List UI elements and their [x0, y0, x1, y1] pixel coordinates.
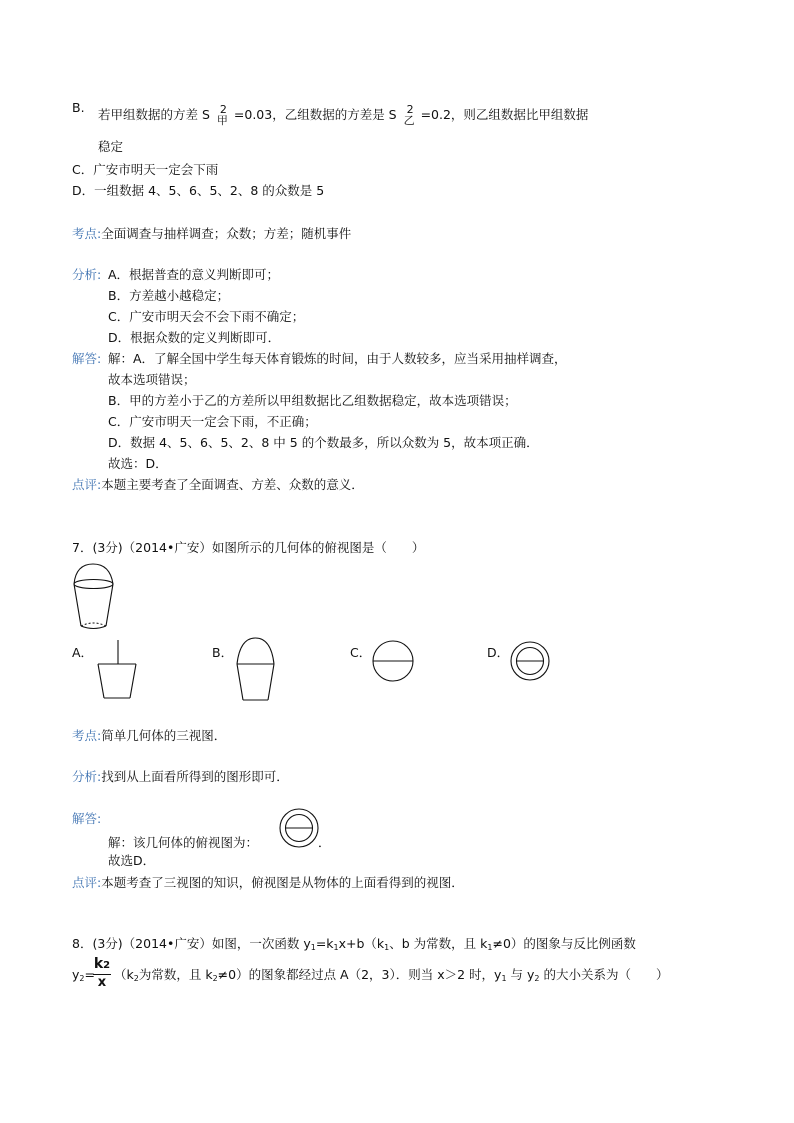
- q7-kaodian-text: 简单几何体的三视图．: [101, 728, 227, 743]
- q7-option-a-figure: [98, 640, 138, 702]
- q6-fenxi-line-2: B．方差越小越稳定；: [108, 288, 230, 303]
- q7-option-c-figure: [372, 640, 416, 684]
- q8-text: 的大小关系为（ ）: [539, 967, 669, 982]
- q6-dianping: [72, 477, 364, 493]
- q7-option-b-figure: [236, 636, 276, 702]
- q7-jieda-line-2: 故选D．: [108, 853, 156, 868]
- q7-solid-figure: [70, 562, 122, 634]
- q6-fenxi-line-3: C．广安市明天会不会下雨不确定；: [108, 309, 305, 324]
- option-b-text-part2: =0.03，乙组数据的方差是 S: [233, 107, 397, 122]
- variance-jia-sub: 甲: [216, 114, 228, 127]
- q8-sub: 2: [133, 974, 139, 983]
- q7-option-c-label: C．: [350, 645, 372, 660]
- q6-dianping-text: 本题主要考查了全面调查、方差、众数的意义．: [101, 477, 364, 492]
- q6-jieda-line-6: 故选：D．: [108, 456, 168, 471]
- q8-sub: 1: [333, 943, 339, 952]
- q8-text: x+b（k: [338, 936, 385, 951]
- q8-frac-k-sub: 2: [103, 960, 111, 971]
- option-b-text: [98, 103, 589, 127]
- q8-sub: 1: [501, 974, 507, 983]
- option-b-text-line2: 稳定: [98, 139, 124, 154]
- variance-jia: [214, 103, 230, 127]
- q6-kaodian-text: 全面调查与抽样调查；众数；方差；随机事件: [101, 226, 352, 241]
- q7-answer-figure: [279, 808, 321, 850]
- q7-fenxi-label: 分析:: [72, 769, 102, 784]
- q6-jieda-line-1: 解：A．了解全国中学生每天体育锻炼的时间，由于人数较多，应当采用抽样调查，: [108, 351, 567, 366]
- q7-kaodian-label: 考点:: [72, 728, 102, 743]
- q8-text: y: [72, 967, 80, 982]
- option-c: C．广安市明天一定会下雨: [72, 162, 219, 177]
- q6-fenxi-label: 分析:: [72, 267, 102, 282]
- q6-fenxi-line-4: D．根据众数的定义判断即可．: [108, 330, 281, 345]
- q7-fenxi: [72, 769, 289, 785]
- variance-jia-sup: 2: [219, 103, 227, 116]
- q8-sub: 1: [310, 943, 316, 952]
- q8-sub: 2: [212, 974, 218, 983]
- q8-text: 8．(3分)（2014•广安）如图，一次函数 y: [72, 936, 311, 951]
- q6-jieda-line-3: B．甲的方差小于乙的方差所以甲组数据比乙组数据稳定，故本选项错误；: [108, 393, 517, 408]
- q6-jieda-line-4: C．广安市明天一定会下雨，不正确；: [108, 414, 317, 429]
- q7-dianping-text: 本题考查了三视图的知识，俯视图是从物体的上面看得到的视图．: [101, 875, 464, 890]
- q6-jieda-line-5: D．数据 4、5、6、5、2、8 中 5 的个数最多，所以众数为 5，故本项正确．: [108, 435, 539, 450]
- option-b-letter: B.: [72, 100, 85, 115]
- q6-jieda-label: 解答:: [72, 351, 102, 366]
- q8-sub: 2: [534, 974, 540, 983]
- q7-jieda-line-1-end: ．: [318, 835, 331, 850]
- variance-yi-sup: 2: [406, 103, 414, 116]
- q6-kaodian: [72, 226, 351, 242]
- q8-sub: 2: [79, 974, 85, 983]
- q8-fraction: [92, 956, 112, 991]
- q8-text: ≠0）的图象与反比例函数: [492, 936, 636, 951]
- q7-option-d-label: D．: [487, 645, 510, 660]
- option-b-text-part3: =0.2，则乙组数据比甲组数据: [420, 107, 589, 122]
- q7-stem: 7．(3分)（2014•广安）如图所示的几何体的俯视图是（ ）: [72, 540, 425, 555]
- variance-yi: [401, 103, 417, 127]
- q8-stem-line-1: [72, 936, 636, 956]
- q8-text: =: [84, 967, 95, 982]
- q7-dianping: [72, 875, 464, 891]
- q8-text: ≠0）的图象都经过点 A（2，3）．则当 x＞2 时，y: [217, 967, 502, 982]
- q7-jieda-label: 解答:: [72, 811, 102, 826]
- q8-text: 与 y: [506, 967, 535, 982]
- variance-yi-sub: 乙: [403, 114, 415, 127]
- q8-text: （k: [114, 967, 134, 982]
- q6-jieda-line-2: 故本选项错误；: [108, 372, 196, 387]
- q6-dianping-label: 点评:: [72, 477, 102, 492]
- q8-text: 、b 为常数，且 k: [389, 936, 488, 951]
- option-d: D．一组数据 4、5、6、5、2、8 的众数是 5: [72, 183, 325, 198]
- q7-option-a-label: A．: [72, 645, 94, 660]
- option-b-text-part1: 若甲组数据的方差 S: [98, 107, 210, 122]
- q8-frac-k: k: [93, 956, 104, 972]
- q7-fenxi-text: 找到从上面看所得到的图形即可．: [101, 769, 289, 784]
- q6-fenxi-line-1: A．根据普查的意义判断即可；: [108, 267, 280, 282]
- q8-stem-line-2b: [114, 967, 669, 987]
- q8-sub: 1: [487, 943, 493, 952]
- q7-jieda-line-1: 解：该几何体的俯视图为：: [108, 835, 259, 850]
- q8-sub: 1: [384, 943, 390, 952]
- q8-text: 为常数，且 k: [138, 967, 213, 982]
- q7-dianping-label: 点评:: [72, 875, 102, 890]
- q7-kaodian: [72, 728, 226, 744]
- q8-fraction-denominator: x: [97, 975, 107, 990]
- q8-fraction-numerator: [92, 956, 112, 974]
- q7-option-b-label: B．: [212, 645, 234, 660]
- q7-option-d-figure: [510, 641, 552, 683]
- q8-text: =k: [315, 936, 334, 951]
- q6-kaodian-label: 考点:: [72, 226, 102, 241]
